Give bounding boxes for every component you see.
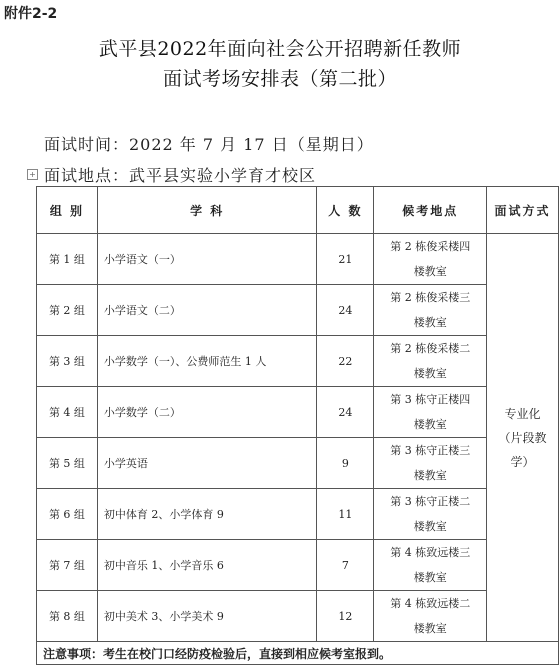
- waiting-place-line1: 第 3 栋守正楼二: [390, 495, 471, 508]
- table-row: [37, 489, 559, 540]
- waiting-place-cell: [374, 285, 487, 336]
- subject-cell: 小学语文（二）: [97, 285, 317, 336]
- waiting-place-line2: 楼教室: [413, 622, 447, 635]
- count-cell: 21: [317, 234, 374, 285]
- waiting-place-line2: 楼教室: [413, 367, 447, 380]
- count-cell: 12: [317, 591, 374, 642]
- table-header-row: [37, 187, 559, 234]
- waiting-place-line1: 第 2 栋俊采楼三: [390, 291, 471, 304]
- subject-cell: 小学数学（二）: [97, 387, 317, 438]
- group-cell: 第 7 组: [37, 540, 98, 591]
- header-count: 人 数: [317, 187, 374, 234]
- attachment-label: 附件2-2: [4, 6, 58, 22]
- interview-time: 面试时间：2022 年 7 月 17 日（星期日）: [44, 135, 374, 154]
- subject-cell: 小学数学（一）、公费师范生 1 人: [97, 336, 317, 387]
- table-row: [37, 234, 559, 285]
- subject-cell: 小学语文（一）: [97, 234, 317, 285]
- count-cell: 7: [317, 540, 374, 591]
- subject-cell: 初中音乐 1、小学音乐 6: [97, 540, 317, 591]
- table-row: [37, 387, 559, 438]
- header-waiting-place: 候考地点: [374, 187, 487, 234]
- notice-text: 注意事项：考生在校门口经防疫检验后，直接到相应候考室报到。: [37, 642, 559, 665]
- waiting-place-line1: 第 4 栋致远楼二: [390, 597, 471, 610]
- header-subject: 学 科: [97, 187, 317, 234]
- waiting-place-line1: 第 2 栋俊采楼四: [390, 240, 471, 253]
- group-cell: 第 8 组: [37, 591, 98, 642]
- waiting-place-cell: [374, 387, 487, 438]
- waiting-place-cell: [374, 336, 487, 387]
- table-row: [37, 336, 559, 387]
- method-line3: 学）: [510, 454, 535, 469]
- waiting-place-cell: [374, 438, 487, 489]
- count-cell: 22: [317, 336, 374, 387]
- group-cell: 第 2 组: [37, 285, 98, 336]
- count-cell: 24: [317, 387, 374, 438]
- waiting-place-line2: 楼教室: [413, 469, 447, 482]
- waiting-place-line2: 楼教室: [413, 265, 447, 278]
- count-cell: 24: [317, 285, 374, 336]
- method-cell: [487, 234, 559, 642]
- waiting-place-line2: 楼教室: [413, 418, 447, 431]
- waiting-place-cell: [374, 540, 487, 591]
- header-method: 面试方式: [487, 187, 559, 234]
- table-row: [37, 438, 559, 489]
- group-cell: 第 6 组: [37, 489, 98, 540]
- group-cell: 第 3 组: [37, 336, 98, 387]
- count-cell: 9: [317, 438, 374, 489]
- waiting-place-line1: 第 3 栋守正楼三: [390, 444, 471, 457]
- waiting-place-line1: 第 4 栋致远楼三: [390, 546, 471, 559]
- document-subtitle: 面试考场安排表（第二批）: [162, 68, 397, 90]
- count-cell: 11: [317, 489, 374, 540]
- group-cell: 第 1 组: [37, 234, 98, 285]
- header-group: 组 别: [37, 187, 98, 234]
- waiting-place-cell: [374, 591, 487, 642]
- waiting-place-line1: 第 2 栋俊采楼二: [390, 342, 471, 355]
- subject-cell: 小学英语: [97, 438, 317, 489]
- waiting-place-line2: 楼教室: [413, 316, 447, 329]
- waiting-place-line1: 第 3 栋守正楼四: [390, 393, 471, 406]
- method-line2: （片段教: [498, 430, 547, 445]
- document-title: 武平县2022年面向社会公开招聘新任教师: [98, 38, 462, 60]
- table-row: [37, 591, 559, 642]
- table-anchor-icon[interactable]: +: [27, 169, 38, 180]
- method-line1: 专业化: [504, 406, 541, 421]
- interview-place: 面试地点：武平县实验小学育才校区: [44, 166, 317, 185]
- table-row: [37, 285, 559, 336]
- waiting-place-cell: [374, 489, 487, 540]
- notice-row: [37, 642, 559, 665]
- group-cell: 第 4 组: [37, 387, 98, 438]
- waiting-place-cell: [374, 234, 487, 285]
- table-row: [37, 540, 559, 591]
- subject-cell: 初中美术 3、小学美术 9: [97, 591, 317, 642]
- schedule-table: [36, 186, 559, 665]
- waiting-place-line2: 楼教室: [413, 520, 447, 533]
- group-cell: 第 5 组: [37, 438, 98, 489]
- waiting-place-line2: 楼教室: [413, 571, 447, 584]
- subject-cell: 初中体育 2、小学体育 9: [97, 489, 317, 540]
